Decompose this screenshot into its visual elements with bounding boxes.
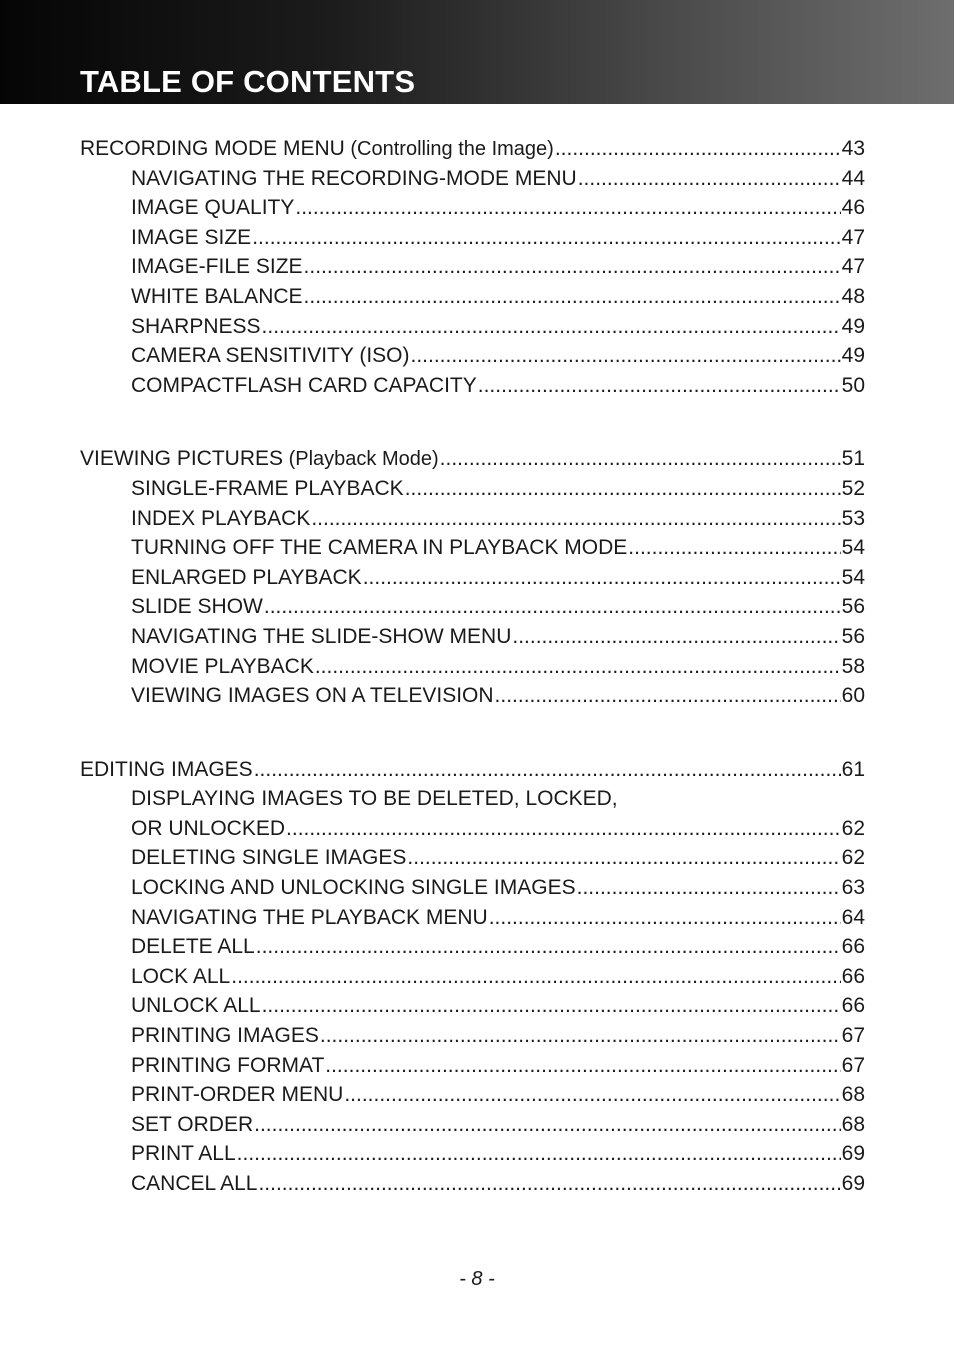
leader-dots — [578, 164, 841, 194]
toc-entry[interactable] — [80, 622, 865, 652]
toc-section-viewing — [80, 444, 865, 710]
leader-dots — [411, 341, 841, 371]
leader-dots — [325, 1051, 840, 1081]
toc-entry[interactable] — [80, 1080, 865, 1110]
entry-label: SHARPNESS — [131, 314, 261, 338]
page-number: 54 — [841, 536, 865, 560]
entry-label: PRINTING FORMAT — [131, 1053, 325, 1077]
toc-entry[interactable] — [80, 341, 865, 371]
leader-dots — [262, 312, 841, 342]
toc-entry[interactable] — [80, 504, 865, 534]
toc-entry[interactable] — [80, 784, 865, 814]
leader-dots — [252, 223, 840, 253]
leader-dots — [262, 991, 841, 1021]
leader-dots — [295, 193, 840, 223]
entry-label: NAVIGATING THE PLAYBACK MENU — [131, 905, 488, 929]
toc-entry[interactable] — [80, 371, 865, 401]
toc-entry[interactable] — [80, 873, 865, 903]
page-number: 62 — [841, 816, 865, 840]
toc-entry[interactable] — [80, 592, 865, 622]
toc-entry[interactable] — [80, 312, 865, 342]
page-number: 66 — [841, 994, 865, 1018]
page-number: 68 — [841, 1083, 865, 1107]
leader-dots — [489, 903, 841, 933]
leader-dots — [315, 652, 841, 682]
entry-label: CANCEL ALL — [131, 1172, 258, 1195]
page-number: 50 — [841, 373, 865, 397]
entry-label: SET ORDER — [131, 1112, 254, 1136]
entry-label: PRINT-ORDER MENU — [131, 1083, 344, 1107]
section-title: EDITING IMAGES — [80, 757, 253, 781]
page-number: 61 — [841, 757, 865, 781]
toc-section-heading[interactable] — [80, 134, 865, 164]
toc-entry[interactable] — [80, 282, 865, 312]
entry-label: COMPACTFLASH CARD CAPACITY — [131, 373, 477, 397]
page-number: 66 — [841, 964, 865, 988]
page-number: 52 — [841, 476, 865, 500]
toc-entry[interactable] — [80, 252, 865, 282]
page-number: 47 — [841, 225, 865, 249]
page-number: 58 — [841, 654, 865, 678]
leader-dots — [628, 533, 840, 563]
toc-entry[interactable] — [80, 962, 865, 992]
page-number: 44 — [841, 166, 865, 190]
toc-entry[interactable] — [80, 193, 865, 223]
toc-entry[interactable] — [80, 681, 865, 711]
leader-dots — [478, 371, 841, 401]
leader-dots — [256, 932, 841, 962]
toc-section-heading[interactable] — [80, 755, 865, 785]
page-number: 46 — [841, 196, 865, 220]
page-number: 63 — [841, 876, 865, 900]
toc-entry[interactable] — [80, 814, 865, 844]
leader-dots — [555, 134, 841, 164]
toc-entry[interactable] — [80, 1169, 865, 1199]
entry-label: CAMERA SENSITIVITY (ISO) — [131, 344, 410, 368]
leader-dots — [512, 622, 840, 652]
leader-dots — [237, 1139, 841, 1169]
entry-label: SINGLE-FRAME PLAYBACK — [131, 476, 404, 500]
toc-entry[interactable] — [80, 932, 865, 962]
page-number: 64 — [841, 905, 865, 929]
leader-dots — [304, 252, 841, 282]
toc-entry[interactable] — [80, 1051, 865, 1081]
entry-label: IMAGE-FILE SIZE — [131, 255, 303, 279]
page-number: 68 — [841, 1112, 865, 1136]
entry-label: MOVIE PLAYBACK — [131, 654, 314, 678]
entry-label: NAVIGATING THE SLIDE-SHOW MENU — [131, 624, 512, 648]
entry-label: PRINT ALL — [131, 1142, 236, 1166]
toc-entry[interactable] — [80, 1021, 865, 1051]
entry-label: ENLARGED PLAYBACK — [131, 565, 362, 589]
header-banner — [0, 0, 954, 104]
leader-dots — [254, 1110, 841, 1140]
leader-dots — [495, 681, 841, 711]
leader-dots — [231, 962, 840, 992]
leader-dots — [258, 1169, 840, 1199]
toc-entry[interactable] — [80, 903, 865, 933]
page-number: 67 — [841, 1053, 865, 1077]
toc-entry[interactable] — [80, 1110, 865, 1140]
leader-dots — [440, 444, 841, 474]
leader-dots — [286, 814, 841, 844]
leader-dots — [320, 1021, 841, 1051]
leader-dots — [407, 843, 840, 873]
toc-entry[interactable] — [80, 223, 865, 253]
toc-section-heading[interactable] — [80, 444, 865, 474]
leader-dots — [344, 1080, 840, 1110]
entry-label: WHITE BALANCE — [131, 284, 303, 308]
toc-entry[interactable] — [80, 474, 865, 504]
leader-dots — [264, 592, 841, 622]
section-title: VIEWING PICTURES — [80, 447, 284, 471]
page-title: TABLE OF CONTENTS — [80, 64, 416, 99]
toc-entry[interactable] — [80, 1139, 865, 1169]
toc-section-editing — [80, 755, 865, 1199]
page-number: 51 — [841, 447, 865, 471]
page-number: 56 — [841, 624, 865, 648]
page-number: 66 — [841, 935, 865, 959]
entry-label: IMAGE QUALITY — [131, 196, 295, 220]
entry-label: NAVIGATING THE RECORDING-MODE MENU — [131, 166, 577, 190]
toc-section-recording — [80, 134, 865, 400]
page-number: 49 — [841, 314, 865, 338]
page-number: 53 — [841, 506, 865, 530]
page-number: 69 — [841, 1142, 865, 1166]
page-number: 48 — [841, 284, 865, 308]
page-number: 67 — [841, 1024, 865, 1048]
toc-entry[interactable] — [80, 533, 865, 563]
entry-label: IMAGE SIZE — [131, 225, 252, 249]
page-number: 60 — [841, 684, 865, 708]
entry-label: UNLOCK ALL — [131, 994, 261, 1018]
section-title-suffix: (Playback Mode) — [283, 448, 439, 471]
entry-label: VIEWING IMAGES ON A TELEVISION — [131, 684, 494, 708]
entry-label: PRINTING IMAGES — [131, 1024, 319, 1048]
entry-label: LOCKING AND UNLOCKING SINGLE IMAGES — [131, 876, 576, 900]
page-number: 69 — [841, 1172, 865, 1195]
toc-entry[interactable] — [80, 563, 865, 593]
page-number: 47 — [841, 255, 865, 279]
toc-entry[interactable] — [80, 164, 865, 194]
page-number: 56 — [841, 595, 865, 619]
leader-dots — [577, 873, 841, 903]
entry-label: DELETING SINGLE IMAGES — [131, 846, 407, 870]
leader-dots — [254, 755, 841, 785]
entry-label: DELETE ALL — [131, 935, 255, 959]
toc-entry[interactable] — [80, 991, 865, 1021]
leader-dots — [304, 282, 841, 312]
footer-page-number: - 8 - — [459, 1268, 495, 1290]
page-number: 43 — [841, 137, 865, 160]
page-number: 49 — [841, 344, 865, 368]
entry-label: INDEX PLAYBACK — [131, 506, 311, 530]
entry-label: TURNING OFF THE CAMERA IN PLAYBACK MODE — [131, 536, 628, 560]
leader-dots — [405, 474, 841, 504]
page-number: 54 — [841, 565, 865, 589]
page-number: 62 — [841, 846, 865, 870]
section-title: RECORDING MODE MENU — [80, 137, 345, 160]
table-of-contents — [80, 134, 865, 1243]
toc-entry[interactable] — [80, 652, 865, 682]
leader-dots — [311, 504, 840, 534]
section-title-suffix: (Controlling the Image) — [344, 138, 554, 160]
entry-label: DISPLAYING IMAGES TO BE DELETED, LOCKED, — [131, 787, 618, 811]
entry-label: LOCK ALL — [131, 964, 231, 988]
entry-label: OR UNLOCKED — [131, 816, 286, 840]
toc-entry[interactable] — [80, 843, 865, 873]
entry-label: SLIDE SHOW — [131, 595, 263, 619]
leader-dots — [363, 563, 841, 593]
